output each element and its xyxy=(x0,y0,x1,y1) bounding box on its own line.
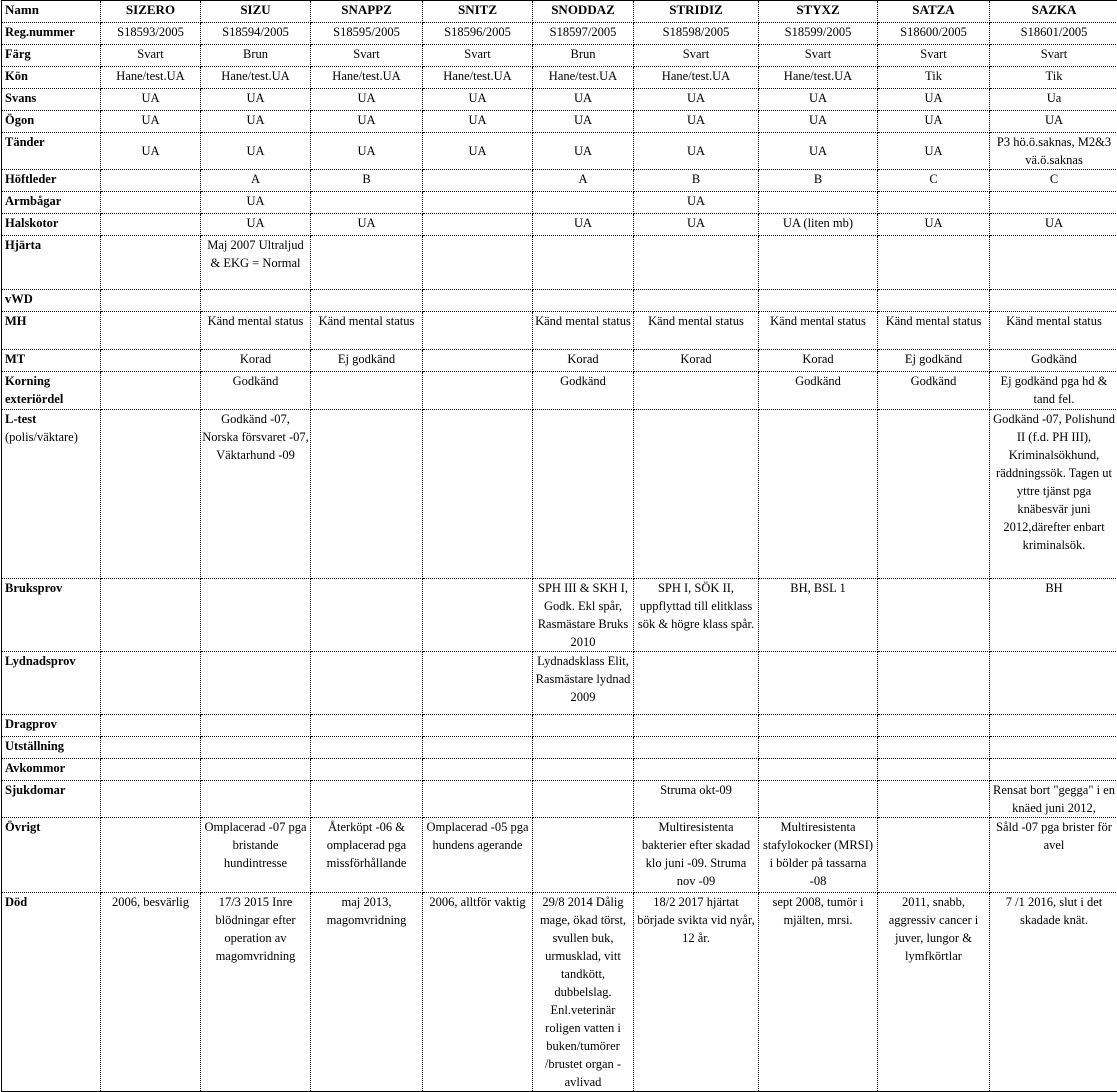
table-cell: UA xyxy=(201,192,311,214)
table-cell: Hane/test.UA xyxy=(311,67,423,89)
table-cell xyxy=(423,170,533,192)
table-row xyxy=(2,350,1117,372)
table-cell: UA xyxy=(533,89,634,111)
row-sublabel: (polis/väktare) xyxy=(5,428,99,446)
table-cell: Svart xyxy=(101,45,201,67)
table-cell xyxy=(201,759,311,781)
table-cell: UA xyxy=(878,89,990,111)
row-label-text: Färg xyxy=(5,47,31,61)
table-cell: Svart xyxy=(423,45,533,67)
row-label xyxy=(2,818,101,893)
table-cell xyxy=(101,579,201,652)
row-label-text: Armbågar xyxy=(5,194,61,208)
row-label xyxy=(2,652,101,715)
table-row xyxy=(2,111,1117,133)
table-cell: S18601/2005 xyxy=(990,23,1117,45)
dog-health-table xyxy=(1,0,1117,1092)
row-label-text: Svans xyxy=(5,91,36,105)
row-label xyxy=(2,737,101,759)
table-cell: Känd mental status xyxy=(634,312,759,350)
table-cell xyxy=(878,192,990,214)
table-cell: UA xyxy=(201,111,311,133)
table-cell: Maj 2007 Ultraljud & EKG = Normal xyxy=(201,236,311,290)
table-cell: 18/2 2017 hjärtat började svikta vid nyår, 12 år. xyxy=(634,893,759,1092)
table-cell xyxy=(101,715,201,737)
table-cell: Godkänd xyxy=(533,372,634,410)
row-label xyxy=(2,715,101,737)
table-row xyxy=(2,312,1117,350)
row-label-text: Ögon xyxy=(5,113,34,127)
row-label-text: MT xyxy=(5,352,25,366)
header-label: Namn xyxy=(2,1,101,23)
table-cell xyxy=(759,737,878,759)
row-label-text: Utställning xyxy=(5,739,64,753)
row-label xyxy=(2,236,101,290)
table-cell: S18600/2005 xyxy=(878,23,990,45)
table-cell xyxy=(101,410,201,579)
table-cell: Korad xyxy=(634,350,759,372)
table-row xyxy=(2,715,1117,737)
row-label-text: Lydnadsprov xyxy=(5,654,76,668)
table-cell: UA xyxy=(311,214,423,236)
table-cell: 2006, besvärlig xyxy=(101,893,201,1092)
table-cell xyxy=(101,214,201,236)
table-cell: UA xyxy=(101,133,201,170)
table-cell: Svart xyxy=(634,45,759,67)
table-cell xyxy=(533,737,634,759)
table-cell xyxy=(101,236,201,290)
table-row xyxy=(2,170,1117,192)
row-label xyxy=(2,192,101,214)
column-header-snitz: SNITZ xyxy=(423,1,533,23)
table-cell xyxy=(759,410,878,579)
table-cell xyxy=(990,652,1117,715)
table-cell xyxy=(101,818,201,893)
table-cell: UA xyxy=(759,89,878,111)
row-label-text: L-test xyxy=(5,412,36,426)
table-cell xyxy=(759,715,878,737)
table-row xyxy=(2,67,1117,89)
table-cell xyxy=(311,715,423,737)
table-cell: sept 2008, tumör i mjälten, mrsi. xyxy=(759,893,878,1092)
table-cell xyxy=(101,192,201,214)
table-row xyxy=(2,818,1117,893)
table-cell: UA xyxy=(311,111,423,133)
table-cell xyxy=(990,737,1117,759)
table-cell: UA xyxy=(101,89,201,111)
table-cell: Hane/test.UA xyxy=(759,67,878,89)
table-cell xyxy=(311,759,423,781)
row-label xyxy=(2,133,101,170)
table-row xyxy=(2,781,1117,818)
table-cell xyxy=(101,372,201,410)
table-cell xyxy=(311,290,423,312)
table-cell xyxy=(990,192,1117,214)
table-cell xyxy=(311,410,423,579)
row-label xyxy=(2,312,101,350)
table-cell xyxy=(533,781,634,818)
table-cell xyxy=(990,715,1117,737)
row-label xyxy=(2,759,101,781)
table-cell: Hane/test.UA xyxy=(423,67,533,89)
table-cell: B xyxy=(311,170,423,192)
table-cell xyxy=(423,192,533,214)
table-cell: Korad xyxy=(759,350,878,372)
row-label xyxy=(2,89,101,111)
table-cell: UA xyxy=(990,214,1117,236)
table-cell xyxy=(201,290,311,312)
table-cell: SPH I, SÖK II, uppflyttad till elitklass sök & högre klass spår. xyxy=(634,579,759,652)
table-cell: Omplacerad -07 pga bristande hundintresse xyxy=(201,818,311,893)
table-cell: UA xyxy=(533,111,634,133)
table-row xyxy=(2,410,1117,579)
table-cell xyxy=(878,781,990,818)
table-cell xyxy=(423,236,533,290)
column-header-sazka: SAZKA xyxy=(990,1,1117,23)
table-cell: Svart xyxy=(311,45,423,67)
table-cell xyxy=(101,652,201,715)
table-cell xyxy=(634,410,759,579)
row-label-text: Höftleder xyxy=(5,172,56,186)
table-cell xyxy=(634,652,759,715)
row-label xyxy=(2,781,101,818)
table-cell: UA xyxy=(878,133,990,170)
column-header-sizu: SIZU xyxy=(201,1,311,23)
table-cell: 2011, snabb, aggressiv cancer i juver, lungor & lymfkörtlar xyxy=(878,893,990,1092)
row-label-text: Korning exteriördel xyxy=(5,374,63,406)
table-cell xyxy=(634,737,759,759)
table-cell: Korad xyxy=(201,350,311,372)
table-row xyxy=(2,192,1117,214)
table-cell xyxy=(101,759,201,781)
table-cell: UA xyxy=(634,214,759,236)
table-cell xyxy=(759,290,878,312)
table-cell: Brun xyxy=(533,45,634,67)
column-header-styxz: STYXZ xyxy=(759,1,878,23)
table-cell: Godkänd xyxy=(201,372,311,410)
table-cell: Svart xyxy=(878,45,990,67)
table-cell: UA xyxy=(423,133,533,170)
table-cell: C xyxy=(990,170,1117,192)
table-cell: Känd mental status xyxy=(878,312,990,350)
table-cell: Känd mental status xyxy=(990,312,1117,350)
table-cell: Rensat bort "gegga" i en knäed juni 2012, xyxy=(990,781,1117,818)
table-cell: Återköpt -06 & omplacerad pga missförhållande xyxy=(311,818,423,893)
table-cell xyxy=(533,818,634,893)
table-cell xyxy=(533,192,634,214)
column-header-sizero: SIZERO xyxy=(101,1,201,23)
table-cell xyxy=(634,236,759,290)
table-cell xyxy=(878,579,990,652)
table-cell: Godkänd xyxy=(990,350,1117,372)
table-cell xyxy=(201,579,311,652)
table-cell: Godkänd xyxy=(878,372,990,410)
row-label xyxy=(2,170,101,192)
table-cell xyxy=(101,737,201,759)
row-label-text: Död xyxy=(5,895,27,909)
table-cell: Godkänd -07, Norska försvaret -07, Väktarhund -09 xyxy=(201,410,311,579)
table-cell xyxy=(423,737,533,759)
row-label xyxy=(2,23,101,45)
table-cell: 29/8 2014 Dålig mage, ökad törst, svullen buk, urmusklad, vitt tandkött, dubbelslag. Enl.veterinär roligen vatten i buken/tumörer /brustet organ - avlivad xyxy=(533,893,634,1092)
table-cell: A xyxy=(533,170,634,192)
table-cell: Känd mental status xyxy=(759,312,878,350)
table-row xyxy=(2,23,1117,45)
table-cell xyxy=(634,290,759,312)
row-label-text: Tänder xyxy=(5,135,45,149)
table-cell xyxy=(878,652,990,715)
table-cell: Ua xyxy=(990,89,1117,111)
table-cell: UA xyxy=(878,111,990,133)
table-cell xyxy=(533,410,634,579)
table-cell xyxy=(201,652,311,715)
row-label-text: Dragprov xyxy=(5,717,57,731)
table-cell: S18597/2005 xyxy=(533,23,634,45)
column-header-snoddaz: SNODDAZ xyxy=(533,1,634,23)
table-cell: A xyxy=(201,170,311,192)
table-cell: maj 2013, magomvridning xyxy=(311,893,423,1092)
table-cell xyxy=(311,192,423,214)
table-row xyxy=(2,893,1117,1092)
column-header-snappz: SNAPPZ xyxy=(311,1,423,23)
row-label-text: Avkommor xyxy=(5,761,65,775)
table-cell: Lydnadsklass Elit, Rasmästare lydnad 2009 xyxy=(533,652,634,715)
table-row xyxy=(2,372,1117,410)
table-cell xyxy=(311,372,423,410)
table-cell xyxy=(990,759,1117,781)
table-cell xyxy=(423,781,533,818)
table-cell: Hane/test.UA xyxy=(634,67,759,89)
table-cell xyxy=(311,236,423,290)
table-cell xyxy=(634,759,759,781)
table-cell: Tik xyxy=(878,67,990,89)
row-label-text: Övrigt xyxy=(5,820,40,834)
table-cell xyxy=(423,579,533,652)
table-cell: S18598/2005 xyxy=(634,23,759,45)
row-label-text: vWD xyxy=(5,292,33,306)
table-cell: UA xyxy=(201,133,311,170)
row-label-text: Halskotor xyxy=(5,216,58,230)
table-cell xyxy=(533,715,634,737)
row-label xyxy=(2,350,101,372)
column-header-satza: SATZA xyxy=(878,1,990,23)
table-cell: S18593/2005 xyxy=(101,23,201,45)
table-row xyxy=(2,759,1117,781)
row-label xyxy=(2,67,101,89)
table-cell: S18596/2005 xyxy=(423,23,533,45)
table-cell xyxy=(423,652,533,715)
table-cell: UA xyxy=(201,89,311,111)
table-cell xyxy=(423,350,533,372)
table-cell: Såld -07 pga brister för avel xyxy=(990,818,1117,893)
table-cell: Korad xyxy=(533,350,634,372)
table-cell xyxy=(878,236,990,290)
table-cell: C xyxy=(878,170,990,192)
table-cell: Ej godkänd xyxy=(878,350,990,372)
table-cell xyxy=(423,214,533,236)
table-cell: Ej godkänd pga hd & tand fel. xyxy=(990,372,1117,410)
table-cell: UA xyxy=(311,89,423,111)
table-cell: Känd mental status xyxy=(201,312,311,350)
table-cell: BH, BSL 1 xyxy=(759,579,878,652)
row-label xyxy=(2,111,101,133)
table-cell: Svart xyxy=(759,45,878,67)
table-cell xyxy=(878,290,990,312)
table-cell xyxy=(634,715,759,737)
table-row xyxy=(2,89,1117,111)
table-cell: UA xyxy=(759,111,878,133)
table-cell: Hane/test.UA xyxy=(201,67,311,89)
table-cell: UA xyxy=(759,133,878,170)
table-cell: 7 /1 2016, slut i det skadade knät. xyxy=(990,893,1117,1092)
table-row xyxy=(2,45,1117,67)
table-cell xyxy=(878,818,990,893)
table-cell xyxy=(423,372,533,410)
table-cell: UA xyxy=(878,214,990,236)
table-cell xyxy=(759,236,878,290)
table-cell: Hane/test.UA xyxy=(533,67,634,89)
table-cell xyxy=(533,236,634,290)
table-cell: S18595/2005 xyxy=(311,23,423,45)
table-cell xyxy=(101,170,201,192)
table-cell xyxy=(101,350,201,372)
table-cell xyxy=(201,737,311,759)
table-row xyxy=(2,236,1117,290)
table-row xyxy=(2,290,1117,312)
row-label xyxy=(2,290,101,312)
table-cell: UA xyxy=(990,111,1117,133)
table-cell: Hane/test.UA xyxy=(101,67,201,89)
table-row xyxy=(2,214,1117,236)
table-cell: Ej godkänd xyxy=(311,350,423,372)
table-row xyxy=(2,652,1117,715)
row-label-text: MH xyxy=(5,314,27,328)
table-cell: Multiresistenta bakterier efter skadad klo juni -09. Struma nov -09 xyxy=(634,818,759,893)
table-cell: Struma okt-09 xyxy=(634,781,759,818)
table-cell xyxy=(423,759,533,781)
table-cell: UA xyxy=(311,133,423,170)
table-cell xyxy=(759,759,878,781)
table-cell: UA xyxy=(101,111,201,133)
table-cell xyxy=(311,652,423,715)
table-cell: P3 hö.ö.saknas, M2&3 vä.ö.saknas xyxy=(990,133,1117,170)
row-label-text: Sjukdomar xyxy=(5,783,65,797)
table-cell xyxy=(878,715,990,737)
table-cell: UA xyxy=(423,111,533,133)
table-cell xyxy=(423,312,533,350)
table-cell xyxy=(634,372,759,410)
table-cell xyxy=(101,312,201,350)
row-label xyxy=(2,893,101,1092)
table-cell xyxy=(311,737,423,759)
row-label xyxy=(2,579,101,652)
table-cell: UA xyxy=(634,111,759,133)
table-cell xyxy=(201,781,311,818)
table-cell: UA xyxy=(634,133,759,170)
table-row xyxy=(2,737,1117,759)
table-cell: UA xyxy=(634,192,759,214)
table-cell xyxy=(311,781,423,818)
table-cell xyxy=(759,781,878,818)
table-cell: S18594/2005 xyxy=(201,23,311,45)
table-cell: 2006, alltför vaktig xyxy=(423,893,533,1092)
row-label-text: Reg.nummer xyxy=(5,25,75,39)
header-row xyxy=(2,1,1117,23)
table-cell xyxy=(990,236,1117,290)
table-cell: Brun xyxy=(201,45,311,67)
table-cell: UA xyxy=(201,214,311,236)
table-cell: Känd mental status xyxy=(311,312,423,350)
table-cell xyxy=(759,192,878,214)
table-cell xyxy=(423,290,533,312)
column-header-stridiz: STRIDIZ xyxy=(634,1,759,23)
row-label xyxy=(2,45,101,67)
table-cell: Känd mental status xyxy=(533,312,634,350)
table-cell: 17/3 2015 Inre blödningar efter operation av magomvridning xyxy=(201,893,311,1092)
table-cell: B xyxy=(759,170,878,192)
row-label xyxy=(2,214,101,236)
row-label xyxy=(2,372,101,410)
table-cell xyxy=(423,715,533,737)
row-label-text: Kön xyxy=(5,69,28,83)
table-cell xyxy=(533,759,634,781)
table-cell xyxy=(878,737,990,759)
table-cell: Multiresistenta stafylokocker (MRSI) i bölder på tassarna -08 xyxy=(759,818,878,893)
table-cell: UA xyxy=(533,133,634,170)
table-cell: Tik xyxy=(990,67,1117,89)
table-row xyxy=(2,579,1117,652)
table-cell: UA xyxy=(423,89,533,111)
table-cell xyxy=(990,290,1117,312)
row-label-text: Hjärta xyxy=(5,238,41,252)
table-cell: S18599/2005 xyxy=(759,23,878,45)
table-cell xyxy=(101,781,201,818)
row-label-text: Bruksprov xyxy=(5,581,62,595)
row-label xyxy=(2,410,101,579)
table-cell: UA (liten mb) xyxy=(759,214,878,236)
table-cell: Svart xyxy=(990,45,1117,67)
table-cell xyxy=(201,715,311,737)
table-cell: SPH III & SKH I, Godk. Ekl spår, Rasmästare Bruks 2010 xyxy=(533,579,634,652)
table-cell xyxy=(759,652,878,715)
table-cell xyxy=(533,290,634,312)
table-row xyxy=(2,133,1117,170)
table-cell xyxy=(101,290,201,312)
table-cell: BH xyxy=(990,579,1117,652)
table-cell: Godkänd xyxy=(759,372,878,410)
table-cell xyxy=(311,579,423,652)
table-cell xyxy=(423,410,533,579)
table-cell: UA xyxy=(533,214,634,236)
table-cell: Omplacerad -05 pga hundens agerande xyxy=(423,818,533,893)
table-cell xyxy=(878,759,990,781)
table-cell: UA xyxy=(634,89,759,111)
table-cell: Godkänd -07, Polishund II (f.d. PH III), Kriminalsökhund, räddningssök. Tagen ut yttre tjänst pga knäbesvär juni 2012,därefter enbart kriminalsök. xyxy=(990,410,1117,579)
table-cell xyxy=(878,410,990,579)
table-cell: B xyxy=(634,170,759,192)
